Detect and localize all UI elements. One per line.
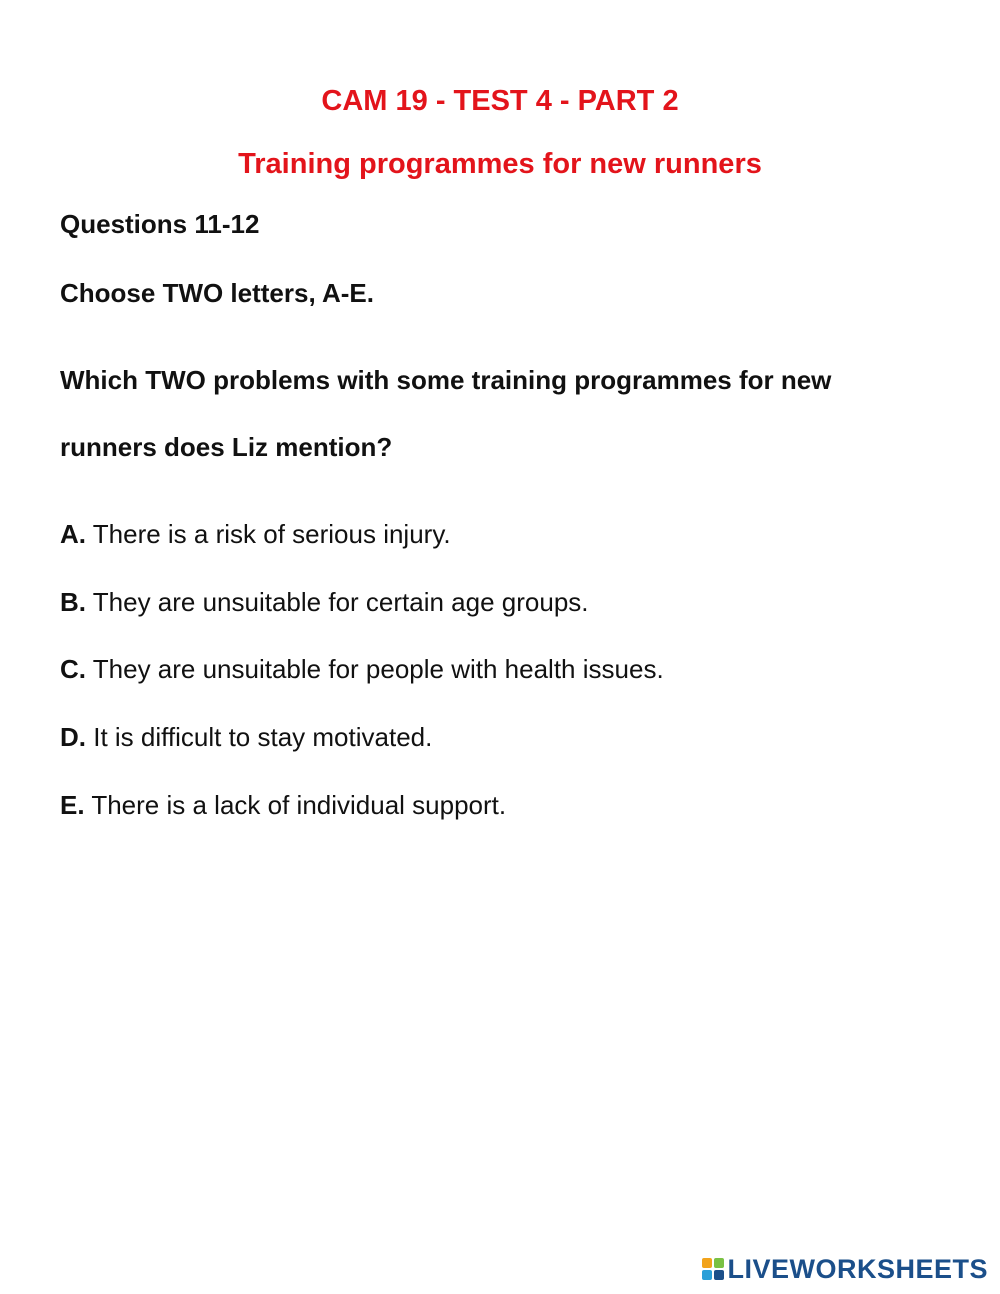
liveworksheets-logo [702, 1254, 988, 1284]
option-e [60, 790, 506, 820]
option-letter: A. [60, 519, 86, 549]
question-text-line-2: runners does Liz mention? [60, 432, 393, 462]
question-text-line-1: Which TWO problems with some training programmes for new [60, 365, 832, 395]
option-c [60, 654, 664, 684]
page-subtitle: Training programmes for new runners [238, 148, 762, 180]
option-text: They are unsuitable for people with health issues. [92, 654, 664, 684]
option-letter: D. [60, 722, 86, 752]
option-letter: C. [60, 654, 86, 684]
option-a [60, 519, 451, 549]
page-title: CAM 19 - TEST 4 - PART 2 [321, 85, 679, 117]
option-letter: E. [60, 790, 85, 820]
option-text: They are unsuitable for certain age groups. [92, 587, 589, 617]
logo-mark-icon [702, 1258, 724, 1280]
option-d [60, 722, 432, 752]
option-text: It is difficult to stay motivated. [93, 722, 433, 752]
option-letter: B. [60, 587, 86, 617]
option-text: There is a lack of individual support. [91, 790, 507, 820]
option-b [60, 587, 589, 617]
logo-text: LIVEWORKSHEETS [727, 1254, 988, 1284]
option-text: There is a risk of serious injury. [92, 519, 451, 549]
questions-label: Questions 11-12 [60, 209, 260, 239]
instruction-text: Choose TWO letters, A-E. [60, 278, 374, 308]
